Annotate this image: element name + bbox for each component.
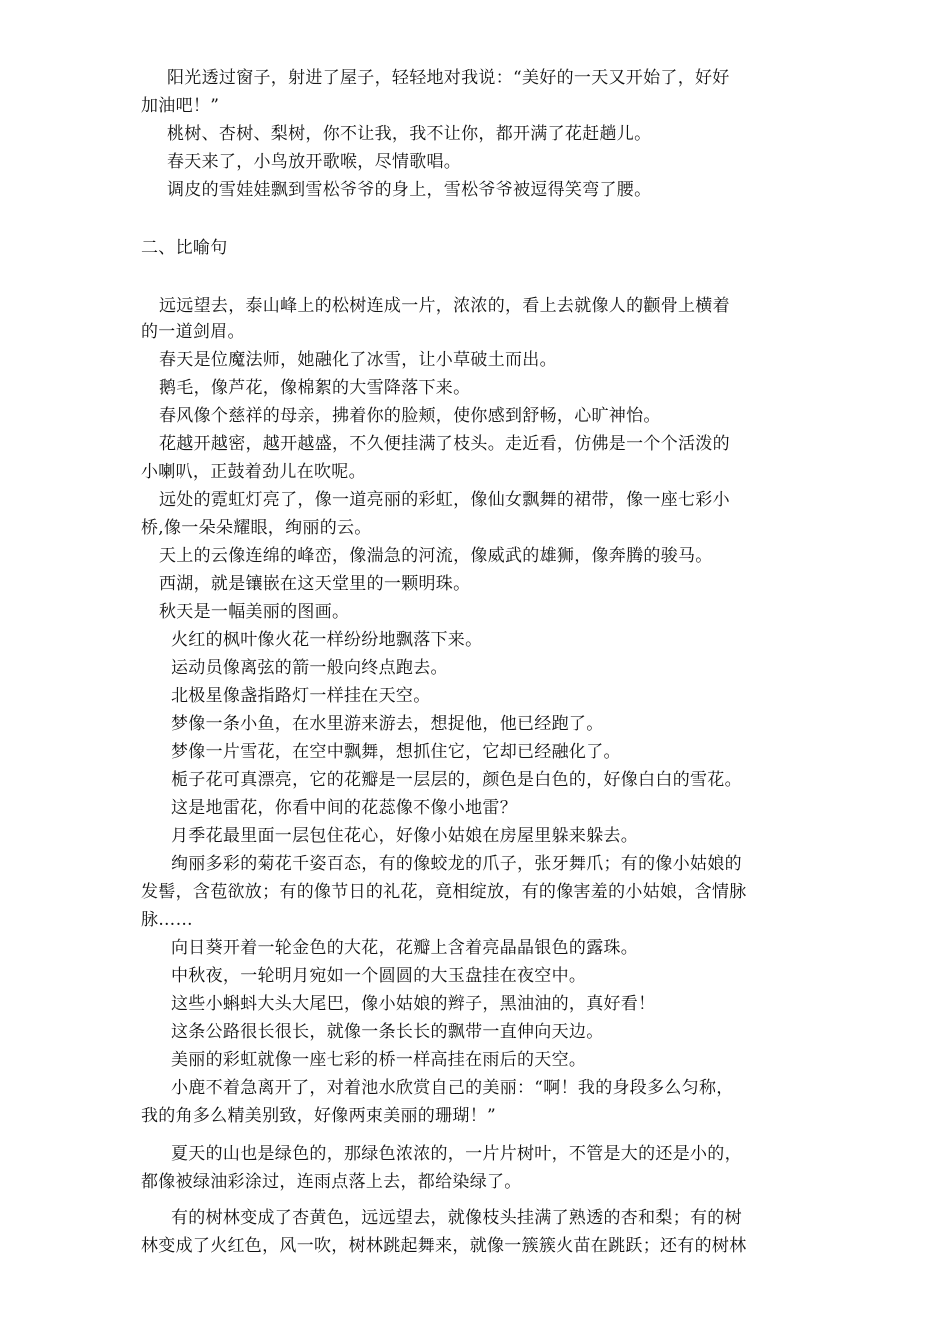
paragraph-line: 这条公路很长很长，就像一条长长的飘带一直伸向天边。 xyxy=(171,1022,604,1042)
paragraph-line: 林变成了火红色，风一吹，树林跳起舞来，就像一簇簇火苗在跳跃；还有的树林 xyxy=(141,1236,747,1256)
paragraph-line: 西湖，就是镶嵌在这天堂里的一颗明珠。 xyxy=(159,574,471,594)
paragraph-line: 春天来了，小鸟放开歌喉，尽情歌唱。 xyxy=(167,152,462,172)
paragraph-line: 秋天是一幅美丽的图画。 xyxy=(159,602,350,622)
paragraph-line: 鹅毛，像芦花，像棉絮的大雪降落下来。 xyxy=(159,378,471,398)
paragraph-line: 运动员像离弦的箭一般向终点跑去。 xyxy=(171,658,448,678)
paragraph-line: 这些小蝌蚪大头大尾巴，像小姑娘的辫子，黑油油的，真好看！ xyxy=(171,994,656,1014)
paragraph-line: 桃树、杏树、梨树，你不让我，我不让你，都开满了花赶趟儿。 xyxy=(167,124,652,144)
paragraph-line: 小喇叭，正鼓着劲儿在吹呢。 xyxy=(141,462,366,482)
paragraph-line: 栀子花可真漂亮，它的花瓣是一层层的，颜色是白色的，好像白白的雪花。 xyxy=(171,770,742,790)
paragraph-line: 夏天的山也是绿色的，那绿色浓浓的，一片片树叶，不管是大的还是小的， xyxy=(171,1144,742,1164)
paragraph-line: 有的树林变成了杏黄色，远远望去，就像枝头挂满了熟透的杏和梨；有的树 xyxy=(171,1208,742,1228)
paragraph-line: 月季花最里面一层包住花心，好像小姑娘在房屋里躲来躲去。 xyxy=(171,826,639,846)
paragraph-line: 北极星像盏指路灯一样挂在天空。 xyxy=(171,686,431,706)
paragraph-line: 火红的枫叶像火花一样纷纷地飘落下来。 xyxy=(171,630,483,650)
paragraph-line: 脉…… xyxy=(141,910,193,930)
paragraph-line: 梦像一片雪花，在空中飘舞，想抓住它，它却已经融化了。 xyxy=(171,742,621,762)
paragraph-line: 加油吧！” xyxy=(141,96,220,116)
paragraph-line: 中秋夜，一轮明月宛如一个圆圆的大玉盘挂在夜空中。 xyxy=(171,966,587,986)
paragraph-line: 春天是位魔法师，她融化了冰雪，让小草破土而出。 xyxy=(159,350,557,370)
paragraph-line: 都像被绿油彩涂过，连雨点落上去，都给染绿了。 xyxy=(141,1172,522,1192)
paragraph-line: 阳光透过窗子，射进了屋子，轻轻地对我说：“美好的一天又开始了，好好 xyxy=(167,68,730,88)
paragraph-line: 春风像个慈祥的母亲，拂着你的脸颊，使你感到舒畅，心旷神怡。 xyxy=(159,406,661,426)
paragraph-line: 调皮的雪娃娃飘到雪松爷爷的身上，雪松爷爷被逗得笑弯了腰。 xyxy=(167,180,652,200)
paragraph-line: 的一道剑眉。 xyxy=(141,322,245,342)
paragraph-line: 花越开越密，越开越盛，不久便挂满了枝头。走近看，仿佛是一个个活泼的 xyxy=(159,434,730,454)
paragraph-line: 绚丽多彩的菊花千姿百态，有的像蛟龙的爪子，张牙舞爪；有的像小姑娘的 xyxy=(171,854,742,874)
paragraph-line: 梦像一条小鱼，在水里游来游去，想捉他，他已经跑了。 xyxy=(171,714,604,734)
paragraph-line: 发髻，含苞欲放；有的像节日的礼花，竟相绽放，有的像害羞的小姑娘，含情脉 xyxy=(141,882,747,902)
paragraph-line: 天上的云像连绵的峰峦，像湍急的河流，像威武的雄狮，像奔腾的骏马。 xyxy=(159,546,713,566)
paragraph-line: 小鹿不着急离开了，对着池水欣赏自己的美丽：“啊！我的身段多么匀称， xyxy=(171,1078,734,1098)
paragraph-line: 远远望去，泰山峰上的松树连成一片，浓浓的，看上去就像人的颧骨上横着 xyxy=(159,296,730,316)
section-heading: 二、比喻句 xyxy=(141,238,228,258)
paragraph-line: 远处的霓虹灯亮了，像一道亮丽的彩虹，像仙女飘舞的裙带，像一座七彩小 xyxy=(159,490,730,510)
paragraph-line: 向日葵开着一轮金色的大花，花瓣上含着亮晶晶银色的露珠。 xyxy=(171,938,639,958)
paragraph-line: 美丽的彩虹就像一座七彩的桥一样高挂在雨后的天空。 xyxy=(171,1050,587,1070)
paragraph-line: 这是地雷花，你看中间的花蕊像不像小地雷？ xyxy=(171,798,517,818)
paragraph-line: 我的角多么精美别致，好像两束美丽的珊瑚！” xyxy=(141,1106,496,1126)
paragraph-line: 桥,像一朵朵耀眼，绚丽的云。 xyxy=(141,518,372,538)
